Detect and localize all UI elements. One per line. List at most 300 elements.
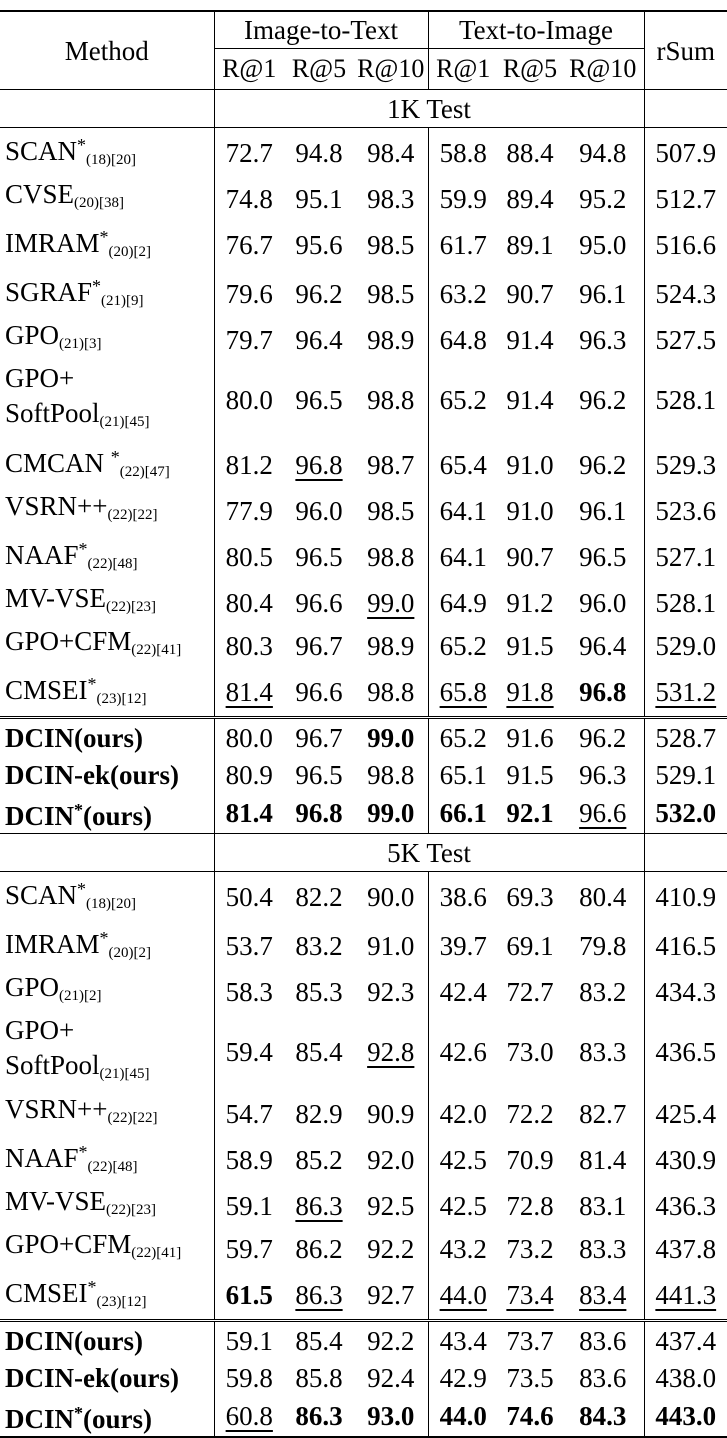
method-citation: (23)[12] — [96, 691, 147, 707]
value-cell — [562, 1013, 644, 1092]
value-cell — [562, 793, 644, 834]
value-cell — [284, 1359, 354, 1396]
method-name-text: NAAF — [5, 540, 79, 570]
rsum-cell — [644, 128, 727, 178]
value-text: 59.1 — [225, 1325, 273, 1356]
value-cell — [284, 1013, 354, 1092]
method-name — [5, 880, 136, 910]
method-citation: (22)[48] — [87, 1159, 138, 1175]
rsum-cell — [644, 872, 727, 922]
value-text: 50.4 — [225, 881, 273, 912]
metric-header: R@5 — [291, 54, 347, 83]
value-cell — [284, 177, 354, 220]
value-cell — [428, 177, 498, 220]
value-text: 63.2 — [439, 278, 487, 309]
method-name — [5, 277, 144, 307]
rsum-header: rSum — [644, 11, 727, 90]
value-cell — [562, 1321, 644, 1360]
value-cell — [354, 1227, 428, 1270]
table-row — [0, 921, 727, 970]
value-cell — [284, 718, 354, 757]
value-cell — [284, 128, 354, 178]
value-text: 91.0 — [506, 449, 554, 480]
value-text: 96.5 — [295, 385, 343, 415]
method-name-text: CVSE — [5, 179, 75, 209]
value-text: 73.5 — [506, 1362, 554, 1393]
value-cell — [284, 1270, 354, 1321]
value-text: 83.6 — [579, 1325, 627, 1356]
value-cell — [562, 361, 644, 440]
table-row — [0, 756, 727, 793]
value-cell — [428, 318, 498, 361]
value-cell — [498, 440, 562, 489]
value-cell — [428, 581, 498, 624]
value-cell — [214, 128, 284, 178]
value-text: 85.8 — [295, 1362, 343, 1393]
value-text: 80.3 — [225, 630, 273, 661]
value-text: 96.4 — [579, 630, 627, 661]
method-star: * — [87, 674, 97, 694]
value-cell — [354, 220, 428, 269]
value-cell — [562, 318, 644, 361]
rsum-cell — [644, 1321, 727, 1360]
method-name-text: DCIN — [5, 1404, 75, 1434]
value-cell — [214, 718, 284, 757]
value-text: 80.5 — [225, 541, 273, 572]
value-cell — [498, 624, 562, 667]
value-cell — [354, 440, 428, 489]
rsum-cell — [644, 1359, 727, 1396]
value-text: 90.0 — [367, 881, 415, 912]
value-text: 92.3 — [367, 976, 415, 1007]
value-text: 96.4 — [295, 324, 343, 355]
method-name-text: DCIN(ours) — [5, 1325, 143, 1356]
method-citation: (23)[12] — [96, 1294, 147, 1310]
value-text: 443.0 — [655, 1401, 717, 1431]
value-text: 82.7 — [579, 1098, 627, 1129]
value-cell — [562, 624, 644, 667]
value-cell — [562, 921, 644, 970]
value-cell — [562, 1270, 644, 1321]
value-text: 93.0 — [367, 1401, 415, 1431]
value-cell — [498, 361, 562, 440]
method-name — [5, 929, 151, 959]
method-citation: (18)[20] — [86, 152, 137, 168]
value-cell — [354, 1013, 428, 1092]
value-text: 91.6 — [506, 722, 554, 753]
value-cell — [498, 1321, 562, 1360]
value-cell — [428, 532, 498, 581]
value-cell — [214, 1184, 284, 1227]
rsum-cell — [644, 220, 727, 269]
value-cell — [562, 756, 644, 793]
value-text: 96.1 — [579, 278, 627, 309]
method-header: Method — [0, 11, 214, 90]
value-cell — [498, 1013, 562, 1092]
method-name — [5, 675, 147, 705]
value-text: 96.8 — [295, 798, 343, 828]
value-text: 65.2 — [439, 385, 487, 415]
value-cell — [354, 581, 428, 624]
rsum-cell — [644, 667, 727, 718]
value-text: 512.7 — [655, 183, 717, 214]
value-text: 73.0 — [506, 1037, 554, 1067]
value-cell — [214, 440, 284, 489]
value-text: 42.5 — [439, 1144, 487, 1175]
value-text: 438.0 — [655, 1362, 717, 1393]
value-cell — [562, 1396, 644, 1437]
value-text: 98.3 — [367, 183, 415, 214]
value-text: 82.9 — [295, 1098, 343, 1129]
method-cell — [0, 1092, 214, 1135]
value-text: 92.1 — [506, 798, 554, 828]
value-text: 92.7 — [367, 1279, 415, 1310]
value-cell — [284, 581, 354, 624]
value-cell — [284, 1227, 354, 1270]
method-name — [5, 626, 181, 656]
value-text: 94.8 — [579, 137, 627, 168]
value-text: 42.0 — [439, 1098, 487, 1129]
value-text: 58.9 — [225, 1144, 273, 1175]
value-text: 66.1 — [439, 798, 487, 828]
method-citation: (22)[41] — [131, 1245, 182, 1261]
method-name-text: CMSEI — [5, 675, 88, 705]
table-row — [0, 489, 727, 532]
method-cell — [0, 177, 214, 220]
method-star: * — [78, 1142, 88, 1162]
value-cell — [214, 756, 284, 793]
value-text: 92.2 — [367, 1233, 415, 1264]
rsum-cell — [644, 1396, 727, 1437]
value-text: 64.9 — [439, 587, 487, 618]
section-spacer — [644, 90, 727, 128]
value-cell — [354, 1135, 428, 1184]
value-text: 54.7 — [225, 1098, 273, 1129]
value-cell — [354, 1396, 428, 1437]
value-cell — [354, 1321, 428, 1360]
value-text: 43.2 — [439, 1233, 487, 1264]
method-cell — [0, 667, 214, 718]
value-cell — [214, 1135, 284, 1184]
method-citation: (21)[3] — [59, 336, 102, 352]
value-cell — [214, 970, 284, 1013]
value-text: 86.2 — [295, 1233, 343, 1264]
value-text: 72.8 — [506, 1190, 554, 1221]
method-citation: (22)[22] — [107, 1110, 158, 1126]
value-text: 96.7 — [295, 722, 343, 753]
table-row — [0, 667, 727, 718]
metric-header: R@5 — [502, 54, 558, 83]
value-cell — [428, 872, 498, 922]
method-cell — [0, 1013, 214, 1092]
method-name-text: DCIN-ek(ours) — [5, 759, 179, 790]
value-text: 96.6 — [295, 587, 343, 618]
value-text: 81.2 — [225, 449, 273, 480]
section-header-row — [0, 90, 727, 128]
value-cell — [498, 793, 562, 834]
method-name-text: GPO+ — [5, 1015, 75, 1045]
value-cell — [284, 1396, 354, 1437]
table-row — [0, 269, 727, 318]
value-cell — [214, 667, 284, 718]
value-text: 95.2 — [579, 183, 627, 214]
value-cell — [428, 718, 498, 757]
method-name-text: CMCAN — [5, 448, 111, 478]
value-text: 83.3 — [579, 1233, 627, 1264]
method-name-text: VSRN++ — [5, 491, 108, 521]
value-cell — [498, 318, 562, 361]
value-text: 80.4 — [225, 587, 273, 618]
value-cell — [284, 624, 354, 667]
section-spacer — [0, 834, 214, 872]
value-text: 85.2 — [295, 1144, 343, 1175]
value-text: 410.9 — [655, 881, 717, 912]
value-cell — [562, 532, 644, 581]
value-text: 98.5 — [367, 278, 415, 309]
value-cell — [428, 624, 498, 667]
value-cell — [214, 1227, 284, 1270]
value-cell — [284, 269, 354, 318]
value-text: 65.1 — [439, 759, 487, 790]
value-cell — [562, 718, 644, 757]
method-star: * — [77, 879, 87, 899]
value-cell — [498, 1135, 562, 1184]
value-cell — [354, 361, 428, 440]
value-text: 516.6 — [655, 229, 717, 260]
method-name — [5, 320, 102, 350]
value-text: 528.1 — [655, 587, 717, 618]
value-cell — [214, 624, 284, 667]
method-citation: (22)[41] — [131, 642, 182, 658]
method-citation: (21)[9] — [101, 293, 144, 309]
value-cell — [214, 1396, 284, 1437]
value-cell — [562, 440, 644, 489]
rsum-cell — [644, 440, 727, 489]
value-cell — [498, 1270, 562, 1321]
table-row — [0, 361, 727, 440]
method-star: * — [74, 1403, 84, 1423]
value-text: 98.5 — [367, 495, 415, 526]
table-row — [0, 532, 727, 581]
value-text: 91.0 — [367, 930, 415, 961]
table-row — [0, 872, 727, 922]
method-citation: (22)[47] — [119, 464, 170, 480]
value-text: 98.7 — [367, 449, 415, 480]
method-cell — [0, 1184, 214, 1227]
rsum-cell — [644, 489, 727, 532]
value-text: 61.5 — [225, 1279, 273, 1310]
method-cell — [0, 624, 214, 667]
value-text: 96.8 — [295, 449, 343, 480]
value-cell — [214, 1359, 284, 1396]
value-text: 59.4 — [225, 1037, 273, 1067]
value-cell — [214, 361, 284, 440]
method-name-text: GPO — [5, 972, 60, 1002]
value-text: 98.9 — [367, 630, 415, 661]
value-text: 74.8 — [225, 183, 273, 214]
value-cell — [284, 1092, 354, 1135]
value-cell — [428, 970, 498, 1013]
value-text: 528.7 — [655, 722, 717, 753]
value-text: 98.8 — [367, 541, 415, 572]
rsum-cell — [644, 793, 727, 834]
value-text: 83.1 — [579, 1190, 627, 1221]
method-cell — [0, 756, 214, 793]
value-text: 96.7 — [295, 630, 343, 661]
value-text: 38.6 — [439, 881, 487, 912]
value-text: 80.0 — [225, 722, 273, 753]
value-text: 95.1 — [295, 183, 343, 214]
method-cell — [0, 718, 214, 757]
table-row — [0, 1184, 727, 1227]
value-text: 74.6 — [506, 1401, 554, 1431]
value-cell — [214, 581, 284, 624]
value-cell — [428, 1359, 498, 1396]
table-row — [0, 718, 727, 757]
method-name-text: NAAF — [5, 1143, 79, 1173]
value-text: 77.9 — [225, 495, 273, 526]
value-text: 96.3 — [579, 759, 627, 790]
value-cell — [428, 1013, 498, 1092]
method-name-text: SCAN — [5, 880, 78, 910]
value-cell — [562, 1227, 644, 1270]
value-text: 81.4 — [579, 1144, 627, 1175]
table-row — [0, 970, 727, 1013]
value-cell — [428, 440, 498, 489]
method-name — [5, 363, 150, 428]
value-text: 91.5 — [506, 630, 554, 661]
table-row — [0, 1013, 727, 1092]
value-cell — [562, 1359, 644, 1396]
value-cell — [498, 872, 562, 922]
value-cell — [498, 177, 562, 220]
method-star: * — [99, 928, 109, 948]
method-name-text: IMRAM — [5, 929, 100, 959]
method-name-text: (ours) — [83, 801, 153, 831]
table-row — [0, 793, 727, 834]
value-cell — [354, 1270, 428, 1321]
method-name-text: DCIN(ours) — [5, 722, 143, 753]
value-text: 98.5 — [367, 229, 415, 260]
value-text: 507.9 — [655, 137, 717, 168]
value-text: 73.2 — [506, 1233, 554, 1264]
value-text: 96.0 — [295, 495, 343, 526]
value-text: 82.2 — [295, 881, 343, 912]
method-citation: (21)[45] — [99, 1066, 150, 1082]
value-cell — [214, 532, 284, 581]
method-cell — [0, 1135, 214, 1184]
value-text: 96.8 — [579, 676, 627, 707]
value-text: 81.4 — [225, 676, 273, 707]
value-text: 72.7 — [225, 137, 273, 168]
section-header-row — [0, 834, 727, 872]
method-name — [5, 972, 102, 1002]
rsum-cell — [644, 1092, 727, 1135]
section-spacer — [644, 834, 727, 872]
value-cell — [354, 269, 428, 318]
method-name — [5, 540, 138, 570]
value-cell — [428, 1092, 498, 1135]
value-text: 96.5 — [579, 541, 627, 572]
value-cell — [284, 220, 354, 269]
value-cell — [284, 793, 354, 834]
value-text: 91.4 — [506, 324, 554, 355]
metric-header: R@10 — [357, 54, 425, 83]
method-name — [5, 1363, 179, 1393]
value-text: 98.9 — [367, 324, 415, 355]
value-text: 76.7 — [225, 229, 273, 260]
value-text: 42.9 — [439, 1362, 487, 1393]
value-text: 44.0 — [439, 1401, 487, 1431]
value-text: 80.0 — [225, 385, 273, 415]
method-name-text: (ours) — [83, 1404, 153, 1434]
value-cell — [498, 1184, 562, 1227]
value-text: 437.8 — [655, 1233, 717, 1264]
value-cell — [284, 440, 354, 489]
rsum-cell — [644, 970, 727, 1013]
value-text: 96.2 — [579, 449, 627, 480]
value-cell — [214, 793, 284, 834]
value-text: 89.4 — [506, 183, 554, 214]
value-cell — [354, 532, 428, 581]
method-star: * — [110, 447, 120, 467]
table-row — [0, 1227, 727, 1270]
value-text: 42.5 — [439, 1190, 487, 1221]
rsum-cell — [644, 1135, 727, 1184]
method-name — [5, 1404, 152, 1434]
value-text: 96.5 — [295, 541, 343, 572]
value-text: 83.3 — [579, 1037, 627, 1067]
value-cell — [498, 220, 562, 269]
value-cell — [214, 872, 284, 922]
value-text: 92.5 — [367, 1190, 415, 1221]
value-cell — [562, 581, 644, 624]
method-cell — [0, 532, 214, 581]
image-to-text-header: Image-to-Text — [214, 11, 428, 49]
method-cell — [0, 1396, 214, 1437]
method-name — [5, 491, 157, 521]
section-title: 1K Test — [214, 90, 644, 128]
value-text: 430.9 — [655, 1144, 717, 1175]
method-name — [5, 228, 151, 258]
value-cell — [354, 1184, 428, 1227]
method-citation: (20)[2] — [108, 244, 151, 260]
value-text: 59.7 — [225, 1233, 273, 1264]
value-text: 59.8 — [225, 1362, 273, 1393]
value-cell — [562, 177, 644, 220]
value-cell — [354, 970, 428, 1013]
value-cell — [562, 667, 644, 718]
method-name — [5, 1326, 143, 1356]
value-text: 529.3 — [655, 449, 717, 480]
table-row — [0, 1092, 727, 1135]
value-cell — [428, 220, 498, 269]
method-citation: (22)[22] — [107, 507, 158, 523]
value-text: 91.8 — [506, 676, 554, 707]
value-cell — [428, 1321, 498, 1360]
method-cell — [0, 793, 214, 834]
rsum-cell — [644, 1013, 727, 1092]
value-cell — [354, 1359, 428, 1396]
value-cell — [354, 667, 428, 718]
method-name — [5, 448, 170, 478]
value-text: 96.6 — [295, 676, 343, 707]
method-name — [5, 1229, 181, 1259]
method-citation: (22)[23] — [106, 1202, 157, 1218]
value-text: 91.5 — [506, 759, 554, 790]
value-cell — [428, 361, 498, 440]
value-text: 436.3 — [655, 1190, 717, 1221]
